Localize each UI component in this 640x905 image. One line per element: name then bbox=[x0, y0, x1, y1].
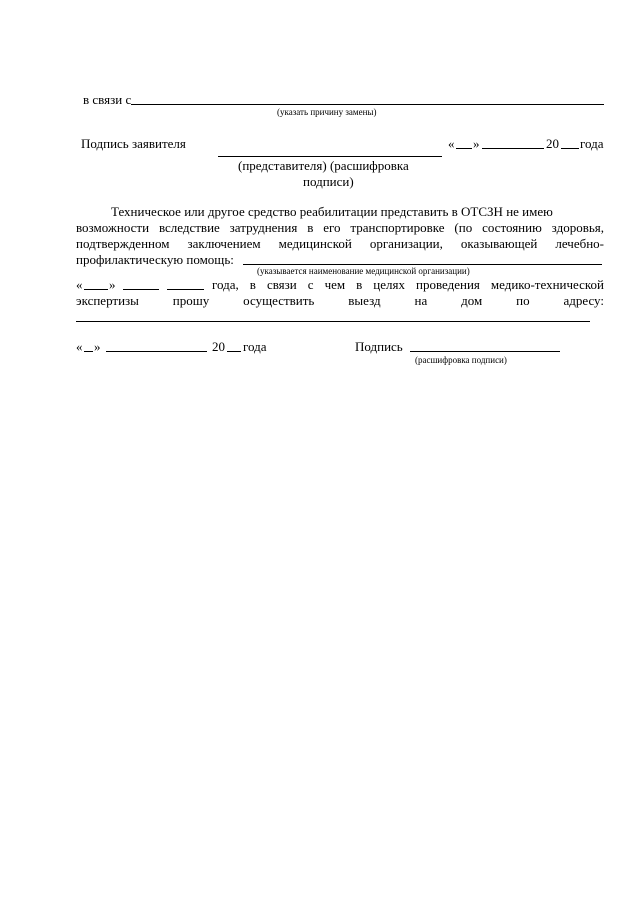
applicant-date-open-quote: « bbox=[448, 136, 455, 151]
visit-date-open-quote: « bbox=[76, 277, 83, 292]
applicant-date-year-line[interactable] bbox=[561, 148, 579, 149]
reason-hint: (указать причину замены) bbox=[277, 107, 377, 117]
footer-date-year: 20 bbox=[212, 339, 225, 354]
paragraph-line-4: профилактическую помощь: bbox=[76, 252, 234, 267]
footer-date-suffix: года bbox=[243, 339, 267, 354]
applicant-signature-label: Подпись заявителя bbox=[81, 136, 186, 151]
visit-date-year-line[interactable] bbox=[167, 289, 204, 290]
applicant-signature-hint-1: (представителя) (расшифровка bbox=[238, 158, 409, 173]
reason-label: в связи с bbox=[83, 92, 132, 107]
applicant-date-month-line[interactable] bbox=[482, 148, 544, 149]
visit-date-close-quote: » bbox=[109, 277, 116, 292]
footer-signature-label: Подпись bbox=[355, 339, 403, 354]
medical-org-hint: (указывается наименование медицинской организации) bbox=[257, 266, 470, 276]
paragraph-line-3: подтвержденном заключением медицинской организации, оказывающей лечебно- bbox=[76, 236, 604, 251]
medical-org-line[interactable] bbox=[243, 264, 602, 265]
paragraph-line-5: года, в связи с чем в целях проведения медико-технической bbox=[212, 277, 604, 292]
applicant-date-suffix: года bbox=[580, 136, 604, 151]
applicant-date-close-quote: » bbox=[473, 136, 480, 151]
applicant-date-year: 20 bbox=[546, 136, 559, 151]
reason-field-line[interactable] bbox=[131, 104, 604, 105]
paragraph-line-6: экспертизы прошу осуществить выезд на дом по адресу: bbox=[76, 293, 604, 308]
applicant-signature-line[interactable] bbox=[218, 156, 442, 157]
footer-date-day-line[interactable] bbox=[84, 351, 93, 352]
applicant-date-day-line[interactable] bbox=[456, 148, 472, 149]
footer-date-year-line[interactable] bbox=[227, 351, 241, 352]
paragraph-line-1: Техническое или другое средство реабилитации представить в ОТСЗН не имею bbox=[111, 204, 553, 219]
footer-date-month-line[interactable] bbox=[106, 351, 207, 352]
visit-date-month-line[interactable] bbox=[123, 289, 159, 290]
applicant-signature-hint-2: подписи) bbox=[303, 174, 354, 189]
footer-signature-hint: (расшифровка подписи) bbox=[415, 355, 507, 365]
footer-date-close-quote: » bbox=[94, 339, 101, 354]
paragraph-line-2: возможности вследствие затруднения в его транспортировке (по состоянию здоровья, bbox=[76, 220, 604, 235]
address-line[interactable] bbox=[76, 321, 590, 322]
footer-signature-line[interactable] bbox=[410, 351, 560, 352]
footer-date-open-quote: « bbox=[76, 339, 83, 354]
visit-date-day-line[interactable] bbox=[84, 289, 108, 290]
